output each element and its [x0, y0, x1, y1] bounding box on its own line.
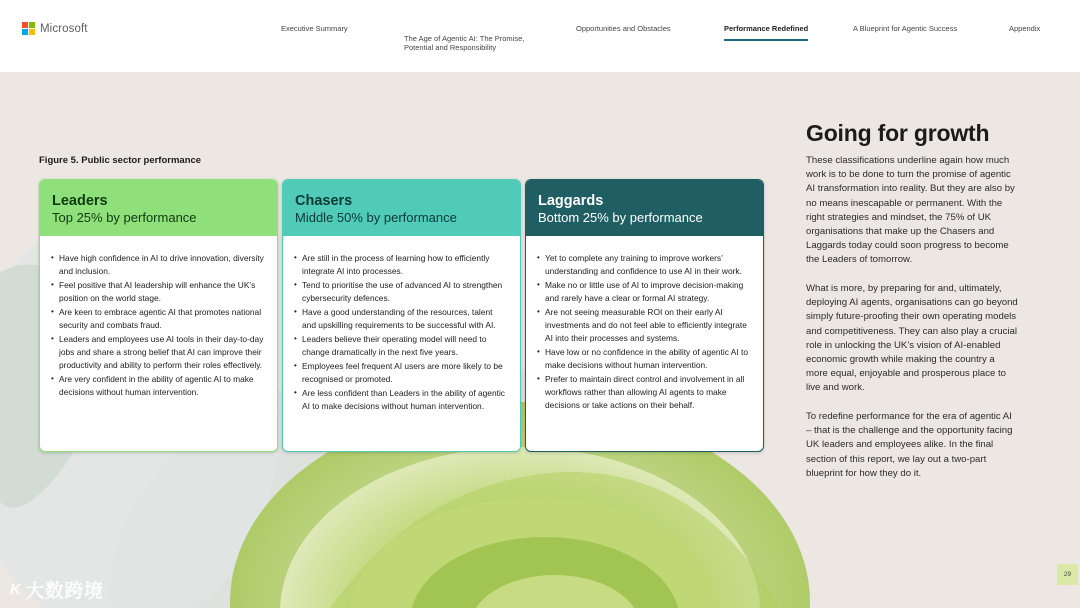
- chasers-bullet-list: [283, 236, 520, 413]
- list-item: • Are less confident than Leaders in the ability of agentic AI to make decisions without human intervention.: [294, 387, 508, 413]
- laggards-card: [525, 179, 764, 452]
- section-heading: Going for growth: [806, 120, 990, 146]
- brand-name: Microsoft: [40, 22, 88, 35]
- nav-label: A Blueprint for Agentic Success: [853, 24, 958, 33]
- laggards-bullet-list: [526, 236, 763, 412]
- list-item: • Make no or little use of AI to improve decision-making and rarely have a clear or formal AI strategy.: [537, 279, 751, 305]
- body-paragraph: To redefine performance for the era of agentic AI – that is the challenge and the opportunity facing UK leaders and employees alike. In the final section of this report, we lay out a two-part blueprint for how they do it.: [806, 411, 1013, 479]
- nav-blueprint-for-agentic-success[interactable]: [853, 24, 957, 34]
- list-item: • Leaders and employees use AI tools in their day-to-day jobs and share a strong belief that AI can improve their productivity and ability to perform their roles effectively.: [51, 333, 265, 372]
- nav-executive-summary[interactable]: [281, 24, 348, 34]
- laggards-card-header: [526, 180, 763, 236]
- list-item: • Have high confidence in AI to drive innovation, diversity and inclusion.: [51, 252, 265, 278]
- nav-label: Opportunities and Obstacles: [576, 24, 671, 33]
- nav-performance-redefined[interactable]: [724, 24, 808, 34]
- watermark-text: 大数跨境: [25, 581, 104, 602]
- card-subtitle: Middle 50% by performance: [295, 210, 457, 225]
- microsoft-logo-icon: [22, 22, 35, 35]
- active-nav-indicator: [724, 39, 808, 41]
- list-item: • Are keen to embrace agentic AI that promotes national security and combats fraud.: [51, 306, 265, 332]
- list-item: • Have a good understanding of the resources, talent and upskilling requirements to be successful with AI.: [294, 306, 508, 332]
- list-item: • Leaders believe their operating model will need to change dramatically in the next five years.: [294, 333, 508, 359]
- watermark: [10, 576, 103, 603]
- nav-age-of-agentic-ai[interactable]: [404, 24, 524, 53]
- card-subtitle: Top 25% by performance: [52, 210, 197, 225]
- list-item: • Feel positive that AI leadership will enhance the UK’s position on the world stage.: [51, 279, 265, 305]
- page-number: 29: [1057, 564, 1078, 585]
- body-paragraph: What is more, by preparing for and, ultimately, deploying AI agents, organisations can go beyond simply future-proofing their own operating models and competitiveness. They can also play a crucial role in unlocking the UK’s vision of AI-enabled economic growth while making the country a more equal, enjoyable and prosperous place to live and work.: [806, 283, 1018, 394]
- nav-label: Performance Redefined: [724, 24, 809, 33]
- nav-label: Appendix: [1009, 24, 1041, 33]
- nav-opportunities-and-obstacles[interactable]: [576, 24, 671, 34]
- leaders-card-header: [40, 180, 277, 236]
- list-item: • Have low or no confidence in the ability of agentic AI to make decisions without human intervention.: [537, 346, 751, 372]
- list-item: • Are very confident in the ability of agentic AI to make decisions without human intervention.: [51, 373, 265, 399]
- list-item: • Employees feel frequent AI users are more likely to be recognised or promoted.: [294, 360, 508, 386]
- leaders-bullet-list: [40, 236, 277, 399]
- list-item: • Tend to prioritise the use of advanced AI to strengthen cybersecurity defences.: [294, 279, 508, 305]
- list-item: • Are still in the process of learning how to efficiently integrate AI into processes.: [294, 252, 508, 278]
- body-paragraph: These classifications underline again how much work is to be done to turn the promise of agentic AI transformation into reality. But they are also by no means inescapable or permanent. With the right strategies and mindset, the 75% of UK organisations that make up the Chasers and Laggards today could soon progress to become the Leaders of tomorrow.: [806, 155, 1015, 266]
- card-title: Leaders: [52, 193, 108, 209]
- nav-label: Executive Summary: [281, 24, 348, 33]
- watermark-logo-icon: K: [10, 581, 22, 598]
- top-header: [0, 0, 1080, 72]
- card-title: Chasers: [295, 193, 353, 209]
- chasers-card: [282, 179, 521, 452]
- card-subtitle: Bottom 25% by performance: [538, 210, 703, 225]
- card-title: Laggards: [538, 193, 604, 209]
- list-item: • Yet to complete any training to improve workers’ understanding and confidence to use AI in their work.: [537, 252, 751, 278]
- leaders-card: [39, 179, 278, 452]
- figure-title: Figure 5. Public sector performance: [39, 155, 202, 166]
- nav-label: The Age of Agentic AI: The Promise, Potential and Responsibility: [404, 33, 525, 52]
- list-item: • Are not seeing measurable ROI on their early AI investments and do not feel able to efficiently integrate AI into their processes and systems.: [537, 306, 751, 345]
- nav-appendix[interactable]: [1009, 24, 1040, 34]
- microsoft-logo[interactable]: [22, 22, 88, 35]
- list-item: • Prefer to maintain direct control and involvement in all workflows rather than allowing AI agents to make decisions or take actions on their behalf.: [537, 373, 751, 412]
- chasers-card-header: [283, 180, 520, 236]
